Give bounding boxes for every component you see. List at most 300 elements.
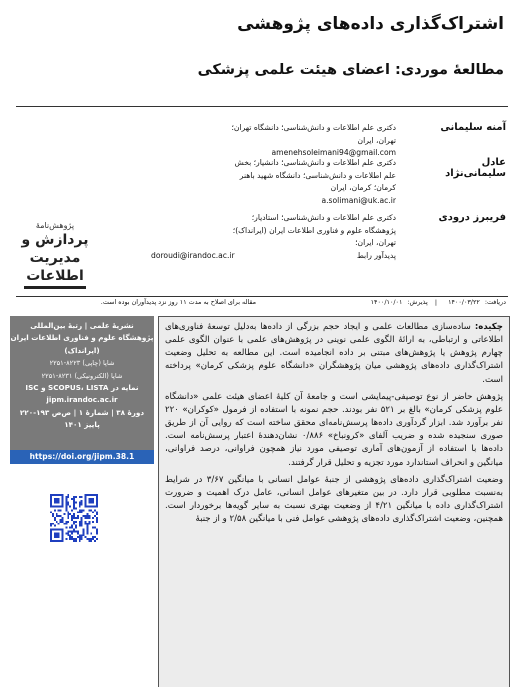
qr-module — [71, 538, 73, 540]
qr-module — [73, 529, 75, 531]
affiliation-line: دکتری علم اطلاعات و دانش‌شناسی؛ دانشگاه تهران؛ — [231, 123, 396, 132]
qr-module — [92, 506, 94, 508]
journal-info-panel — [10, 316, 154, 464]
qr-module — [50, 525, 52, 527]
qr-module — [86, 515, 88, 517]
qr-module — [65, 506, 67, 508]
qr-module — [56, 513, 58, 515]
qr-module — [73, 504, 75, 506]
qr-module — [73, 502, 75, 504]
qr-module — [58, 536, 60, 538]
qr-module — [65, 500, 67, 502]
qr-module — [92, 511, 94, 513]
qr-module — [60, 529, 62, 531]
qr-module — [65, 532, 67, 534]
qr-module — [94, 515, 96, 517]
qr-module — [56, 506, 58, 508]
article-dates: دریافت:۱۴۰۰/۰۳/۲۲ | پذیرش:۱۴۰۰/۱۰/۰۱ — [370, 298, 506, 306]
qr-module — [50, 506, 52, 508]
qr-module — [62, 530, 64, 532]
affiliation-line: دکتری علم اطلاعات و دانش‌شناسی؛ دانشیار؛ بخش — [234, 158, 396, 167]
qr-module — [65, 523, 67, 525]
qr-module — [88, 540, 90, 542]
author-email[interactable]: doroudi@irandoc.ac.ir — [151, 250, 235, 260]
qr-module — [71, 527, 73, 529]
qr-module — [71, 517, 73, 519]
qr-module — [86, 527, 88, 529]
affiliation-line: علم اطلاعات و دانش‌شناسی؛ دانشگاه شهید باهنر — [239, 170, 396, 180]
top-divider — [16, 106, 508, 107]
qr-module — [54, 540, 56, 542]
qr-module — [50, 540, 52, 542]
qr-module — [62, 521, 64, 523]
accepted-date: ۱۴۰۰/۱۰/۰۱ — [370, 298, 403, 306]
journal-rank: نشریۀ علمی | رتبۀ بین‌المللی — [30, 321, 134, 330]
qr-module — [52, 529, 54, 531]
doi-link[interactable]: https://doi.org/jipm.38.1 — [10, 450, 154, 464]
qr-module — [88, 517, 90, 519]
qr-module — [90, 498, 92, 500]
qr-module — [54, 532, 56, 534]
qr-module — [62, 506, 64, 508]
qr-module — [60, 506, 62, 508]
qr-module — [69, 536, 71, 538]
affiliation-line: کرمان؛ کرمان، ایران — [330, 183, 396, 193]
qr-module — [67, 511, 69, 513]
qr-module — [56, 521, 58, 523]
season-year: پاییز ۱۴۰۱ — [64, 420, 100, 430]
qr-module — [86, 532, 88, 534]
qr-module — [71, 519, 73, 521]
qr-module — [56, 500, 58, 502]
affiliation-line: تهران، ایران؛ — [355, 238, 396, 248]
qr-module — [65, 502, 67, 504]
qr-module — [60, 540, 62, 542]
qr-module — [96, 530, 98, 532]
qr-module — [60, 519, 62, 521]
qr-module — [83, 530, 85, 532]
qr-module — [54, 525, 56, 527]
qr-module — [65, 509, 67, 511]
qr-module — [65, 538, 67, 540]
qr-module — [79, 523, 81, 525]
qr-module — [92, 502, 94, 504]
qr-module — [50, 502, 52, 504]
author-email[interactable]: a.solimani@uk.ac.ir — [321, 195, 396, 205]
qr-module — [50, 504, 52, 506]
abstract-paragraph-2: پژوهش حاضر از نوع توصیفی-پیمایشی است و جامعۀ آن کلیۀ اعضای هیئت علمی «دانشگاه علوم پزشکی کرمان» بالغ بر ۵۲۱ نفر بودند. حجم نمونه با استفاده از فرمول «کوکران» ۲۲۰ نفر برآورد شد. ابزار گردآوری داده‌ها پرسش‌نامه‌ای محقق ساخته است که روایی آن از طریق صوری سنجیده شده و ضریب آلفای «کرونباخ» ۰/۸۸۶ نشان‌دهندۀ اعتبار پرسش‌نامه است. داده‌ها با استفاده از آزمون‌های آماری توصیفی مورد نیاز همچون فراوانی، درصد فراوانی، میانگین و انحراف استاندارد مورد تجزیه و تحلیل قرار گرفتند. — [165, 391, 504, 468]
qr-module — [56, 534, 58, 536]
qr-module — [90, 538, 92, 540]
qr-module — [88, 502, 90, 504]
accepted-label: پذیرش: — [407, 298, 428, 306]
qr-module — [62, 517, 64, 519]
qr-module — [56, 536, 58, 538]
qr-module — [71, 530, 73, 532]
qr-module — [71, 515, 73, 517]
received-date: ۱۴۰۰/۰۳/۲۲ — [448, 298, 480, 306]
qr-module — [50, 523, 52, 525]
qr-module — [79, 534, 81, 536]
qr-module — [81, 511, 83, 513]
qr-module — [67, 504, 69, 506]
qr-module — [94, 509, 96, 511]
qr-module — [96, 513, 98, 515]
qr-module — [73, 515, 75, 517]
qr-module — [86, 494, 88, 496]
qr-module — [88, 515, 90, 517]
publisher-name: پژوهشگاه علوم و فناوری اطلاعات ایران — [10, 333, 154, 343]
qr-module — [94, 536, 96, 538]
qr-module — [62, 529, 64, 531]
qr-module — [85, 515, 87, 517]
qr-module — [54, 506, 56, 508]
qr-module — [81, 509, 83, 511]
qr-module — [83, 532, 85, 534]
qr-module — [50, 511, 52, 513]
qr-module — [56, 515, 58, 517]
qr-module — [96, 504, 98, 506]
qr-module — [88, 494, 90, 496]
qr-module — [75, 530, 77, 532]
qr-module — [58, 500, 60, 502]
qr-module — [62, 494, 64, 496]
qr-module — [79, 540, 81, 542]
qr-module — [73, 498, 75, 500]
logo-text-line: پژوهش‌نامۀ — [35, 221, 75, 230]
qr-module — [71, 536, 73, 538]
qr-code-graphic — [50, 494, 98, 542]
qr-module — [92, 500, 94, 502]
qr-module — [56, 502, 58, 504]
qr-module — [96, 496, 98, 498]
qr-module — [75, 521, 77, 523]
qr-module — [77, 532, 79, 534]
qr-module — [90, 494, 92, 496]
qr-module — [85, 504, 87, 506]
qr-module — [69, 534, 71, 536]
qr-module — [65, 507, 67, 509]
abstract-text-1: ساده‌سازی مطالعات علمی و ایجاد حجم بزرگی از داده‌ها به‌دلیل توسعۀ فناوری‌های اطلاعاتی و ارتباطی، به ارائۀ الگوی علمی نوینی در پژوهش‌های علمی با عنوان الگوی علمی چهارم پژوهش یا پژوهش‌های مبتنی بر داده انجامیده است. این مطالعه به تحلیل وضعیت اشتراک‌گذاری داده‌های پژوهشی میان پژوهشگران «دانشگاه علوم پزشکی کرمان» پرداخته است. — [165, 322, 503, 385]
author-name: عادل سلیمانی‌نژاد — [445, 157, 506, 179]
qr-module — [73, 538, 75, 540]
qr-module — [79, 504, 81, 506]
logo-text-line: پردازش و — [21, 232, 89, 248]
qr-module — [83, 534, 85, 536]
online-issn: شاپا (الکترونیکی) ۸۲۳۱-۲۲۵۱ — [41, 371, 123, 380]
qr-module — [50, 500, 52, 502]
qr-module — [83, 509, 85, 511]
qr-module — [54, 500, 56, 502]
qr-module — [81, 504, 83, 506]
qr-module — [67, 496, 69, 498]
qr-module — [67, 532, 69, 534]
qr-module — [92, 538, 94, 540]
logo-text-line: مدیریت — [29, 250, 81, 266]
qr-module — [75, 517, 77, 519]
qr-module — [75, 540, 77, 542]
qr-module — [67, 521, 69, 523]
qr-module — [77, 515, 79, 517]
qr-module — [62, 540, 64, 542]
qr-module — [67, 515, 69, 517]
qr-module — [94, 527, 96, 529]
qr-module — [79, 538, 81, 540]
qr-module — [88, 509, 90, 511]
qr-module — [96, 502, 98, 504]
qr-module — [56, 494, 58, 496]
qr-module — [92, 517, 94, 519]
qr-code-icon — [50, 494, 98, 542]
qr-module — [79, 506, 81, 508]
received-label: دریافت: — [484, 298, 506, 306]
qr-module — [96, 521, 98, 523]
qr-module — [62, 504, 64, 506]
qr-module — [75, 525, 77, 527]
qr-module — [96, 532, 98, 534]
qr-module — [81, 525, 83, 527]
qr-module — [73, 530, 75, 532]
affiliation-line: پژوهشگاه علوم و فناوری اطلاعات ایران (ایرانداک)؛ — [232, 225, 396, 235]
qr-module — [85, 500, 87, 502]
qr-module — [62, 496, 64, 498]
abstract-paragraph-1 — [165, 321, 503, 387]
qr-module — [79, 502, 81, 504]
qr-module — [92, 521, 94, 523]
print-issn: شاپا (چاپی) ۸۲۲۳-۲۲۵۱ — [49, 359, 115, 368]
affiliation-line: پدیدآور رابط — [356, 250, 396, 260]
qr-module — [90, 502, 92, 504]
indexing: نمایه در SCOPUS، LISTA و ISC — [25, 383, 139, 393]
qr-module — [86, 517, 88, 519]
qr-module — [88, 498, 90, 500]
qr-module — [62, 534, 64, 536]
qr-module — [50, 530, 52, 532]
qr-module — [73, 517, 75, 519]
qr-module — [67, 502, 69, 504]
qr-module — [67, 530, 69, 532]
author-block-3 — [148, 212, 508, 272]
qr-module — [81, 534, 83, 536]
qr-module — [73, 523, 75, 525]
qr-module — [83, 529, 85, 531]
qr-module — [79, 509, 81, 511]
qr-module — [96, 506, 98, 508]
qr-module — [92, 536, 94, 538]
qr-module — [58, 515, 60, 517]
qr-module — [69, 506, 71, 508]
qr-module — [52, 506, 54, 508]
qr-module — [52, 523, 54, 525]
article-title: اشتراک‌گذاری داده‌های پژوهشی — [237, 14, 504, 34]
qr-module — [71, 525, 73, 527]
qr-module — [73, 506, 75, 508]
qr-module — [52, 513, 54, 515]
qr-module — [88, 523, 90, 525]
qr-module — [90, 532, 92, 534]
qr-module — [50, 536, 52, 538]
qr-module — [63, 513, 65, 515]
qr-module — [86, 530, 88, 532]
qr-module — [85, 498, 87, 500]
qr-module — [54, 517, 56, 519]
revision-note: مقاله برای اصلاح به مدت ۱۱ روز نزد پدیدآوران بوده است. — [100, 298, 256, 306]
qr-module — [52, 494, 54, 496]
qr-module — [73, 500, 75, 502]
qr-module — [73, 540, 75, 542]
qr-module — [77, 536, 79, 538]
qr-module — [67, 517, 69, 519]
qr-module — [69, 527, 71, 529]
qr-module — [63, 523, 65, 525]
qr-module — [86, 513, 88, 515]
journal-logo-graphic — [18, 208, 92, 292]
author-affiliation — [151, 157, 396, 207]
qr-module — [50, 538, 52, 540]
mid-divider — [16, 296, 508, 297]
qr-module — [85, 496, 87, 498]
qr-module — [94, 494, 96, 496]
qr-module — [96, 498, 98, 500]
qr-module — [81, 517, 83, 519]
qr-module — [60, 521, 62, 523]
qr-module — [81, 496, 83, 498]
qr-module — [85, 523, 87, 525]
qr-module — [85, 517, 87, 519]
qr-module — [79, 511, 81, 513]
qr-module — [96, 519, 98, 521]
qr-module — [56, 529, 58, 531]
journal-website[interactable]: jipm.irandoc.ac.ir — [46, 395, 118, 405]
qr-module — [52, 540, 54, 542]
qr-module — [50, 529, 52, 531]
qr-module — [96, 517, 98, 519]
qr-module — [77, 511, 79, 513]
qr-module — [92, 498, 94, 500]
qr-module — [56, 498, 58, 500]
publisher-abbr: (ایرانداک) — [64, 345, 100, 355]
affiliation-line: تهران، ایران — [357, 135, 396, 145]
qr-module — [69, 538, 71, 540]
qr-module — [54, 534, 56, 536]
journal-logo — [18, 208, 92, 292]
qr-module — [83, 515, 85, 517]
author-name: فریبرز درودی — [438, 212, 506, 223]
qr-module — [65, 498, 67, 500]
qr-module — [77, 530, 79, 532]
qr-module — [71, 509, 73, 511]
qr-module — [88, 538, 90, 540]
qr-module — [54, 494, 56, 496]
qr-module — [88, 500, 90, 502]
qr-module — [60, 509, 62, 511]
qr-module — [81, 521, 83, 523]
qr-module — [58, 506, 60, 508]
volume-issue: دورۀ ۳۸ | شمارۀ ۱ | ص‌ص ۱۹۳-۲۲۰ — [19, 407, 145, 417]
qr-module — [62, 502, 64, 504]
qr-module — [90, 540, 92, 542]
qr-module — [96, 511, 98, 513]
qr-module — [58, 540, 60, 542]
qr-module — [75, 507, 77, 509]
qr-module — [62, 498, 64, 500]
qr-module — [94, 540, 96, 542]
qr-module — [65, 504, 67, 506]
qr-module — [81, 536, 83, 538]
qr-module — [96, 500, 98, 502]
qr-module — [90, 500, 92, 502]
qr-module — [79, 521, 81, 523]
qr-module — [92, 527, 94, 529]
qr-module — [90, 509, 92, 511]
qr-module — [75, 496, 77, 498]
qr-module — [62, 532, 64, 534]
qr-module — [81, 523, 83, 525]
qr-module — [85, 502, 87, 504]
qr-module — [69, 530, 71, 532]
qr-module — [73, 521, 75, 523]
qr-module — [85, 494, 87, 496]
qr-module — [86, 538, 88, 540]
qr-module — [58, 523, 60, 525]
qr-module — [96, 529, 98, 531]
qr-module — [79, 496, 81, 498]
logo-text-line: اطلاعات — [26, 268, 84, 284]
qr-module — [86, 506, 88, 508]
qr-module — [50, 496, 52, 498]
qr-module — [73, 507, 75, 509]
qr-module — [58, 502, 60, 504]
qr-module — [85, 506, 87, 508]
qr-module — [69, 513, 71, 515]
article-subtitle: مطالعۀ موردی: اعضای هیئت علمی پزشکی — [197, 62, 504, 78]
qr-module — [81, 500, 83, 502]
qr-module — [86, 523, 88, 525]
qr-module — [96, 538, 98, 540]
qr-module — [60, 494, 62, 496]
qr-module — [58, 532, 60, 534]
qr-module — [81, 538, 83, 540]
qr-module — [58, 498, 60, 500]
qr-module — [73, 513, 75, 515]
qr-module — [62, 538, 64, 540]
qr-module — [75, 527, 77, 529]
author-email[interactable]: amenehsoleimani94@gmail.com — [271, 148, 396, 158]
author-name: آمنه سلیمانی — [440, 122, 506, 133]
qr-module — [67, 494, 69, 496]
qr-module — [81, 519, 83, 521]
qr-module — [50, 532, 52, 534]
qr-module — [65, 496, 67, 498]
qr-module — [90, 506, 92, 508]
qr-module — [50, 534, 52, 536]
qr-module — [67, 534, 69, 536]
qr-module — [77, 517, 79, 519]
qr-module — [54, 529, 56, 531]
qr-module — [65, 527, 67, 529]
author-block-2 — [148, 157, 508, 217]
qr-module — [60, 515, 62, 517]
qr-module — [71, 532, 73, 534]
qr-module — [86, 525, 88, 527]
qr-module — [58, 494, 60, 496]
qr-module — [85, 521, 87, 523]
affiliation-line: دکتری علم اطلاعات و دانش‌شناسی؛ استادیار؛ — [251, 213, 396, 222]
qr-module — [52, 515, 54, 517]
qr-module — [54, 536, 56, 538]
qr-module — [58, 509, 60, 511]
qr-module — [67, 513, 69, 515]
